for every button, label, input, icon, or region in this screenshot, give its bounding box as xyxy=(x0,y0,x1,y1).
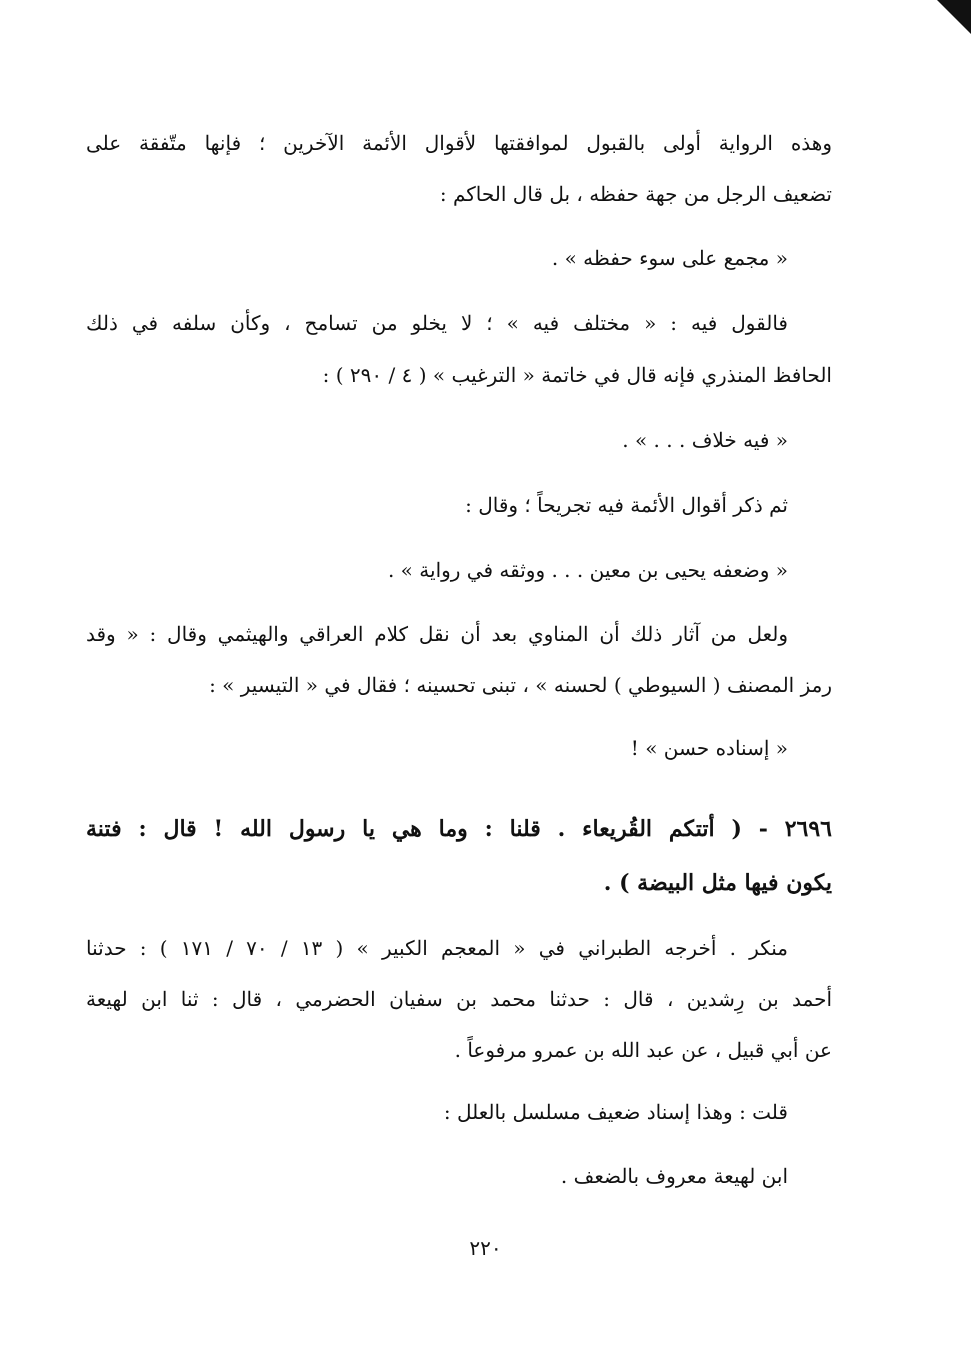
quote-line-2: « فيه خلاف . . . » . xyxy=(622,428,788,452)
page-number: ٢٢٠ xyxy=(469,1236,502,1260)
text-line-1: وهذه الرواية أولى بالقبول لموافقتها لأقوال الأئمة الآخرين ؛ فإنها متّفقة على xyxy=(86,131,832,155)
text-line-2: تضعيف الرجل من جهة حفظه ، بل قال الحاكم : xyxy=(439,182,832,206)
text-line-5: ثم ذكر أقوال الأئمة فيه تجريحاً ؛ وقال : xyxy=(465,493,788,517)
text-line-7: رمز المصنف ( السيوطي ) لحسنه » ، تبنى تحسينه ؛ فقال في « التيسير » : xyxy=(209,673,832,697)
text-line-11: قلت : وهذا إسناد ضعيف مسلسل بالعلل : xyxy=(443,1100,788,1124)
text-line-6: ولعل من آثار ذلك أن المناوي بعد أن نقل كلام العراقي والهيثمي وقال : « وقد xyxy=(86,622,788,646)
quote-line-3: « وضعفه يحيى بن معين . . . ووثقه في رواية » . xyxy=(387,558,788,582)
text-line-12: ابن لهيعة معروف بالضعف . xyxy=(560,1164,788,1188)
hadith-heading-line-2: يكون فيها مثل البيضة ) . xyxy=(603,870,832,896)
corner-marker xyxy=(937,0,971,34)
quote-line-4: « إسناده حسن » ! xyxy=(630,736,788,760)
text-line-4: الحافظ المنذري فإنه قال في خاتمة « الترغيب » ( ٤ / ٢٩٠ ) : xyxy=(322,363,832,387)
quote-line-1: « مجمع على سوء حفظه » . xyxy=(551,246,788,270)
text-line-9: أحمد بن رِشدين ، قال : حدثنا محمد بن سفيان الحضرمي ، قال : ثنا ابن لهيعة xyxy=(86,987,832,1011)
text-line-10: عن أبي قبيل ، عن عبد الله بن عمرو مرفوعاً . xyxy=(454,1038,832,1062)
text-line-8: منكر . أخرجه الطبراني في « المعجم الكبير » ( ١٣ / ٧٠ / ١٧١ ) : حدثنا xyxy=(86,936,788,960)
hadith-heading-line-1: ٢٦٩٦ - ( أتتكم القُريعاء . قلنا : وما هي يا رسول الله ! قال : فتنة xyxy=(86,816,832,842)
text-line-3: فالقول فيه : « مختلف فيه » ؛ لا يخلو من تسامح ، وكأن سلفه في ذلك xyxy=(86,311,788,335)
